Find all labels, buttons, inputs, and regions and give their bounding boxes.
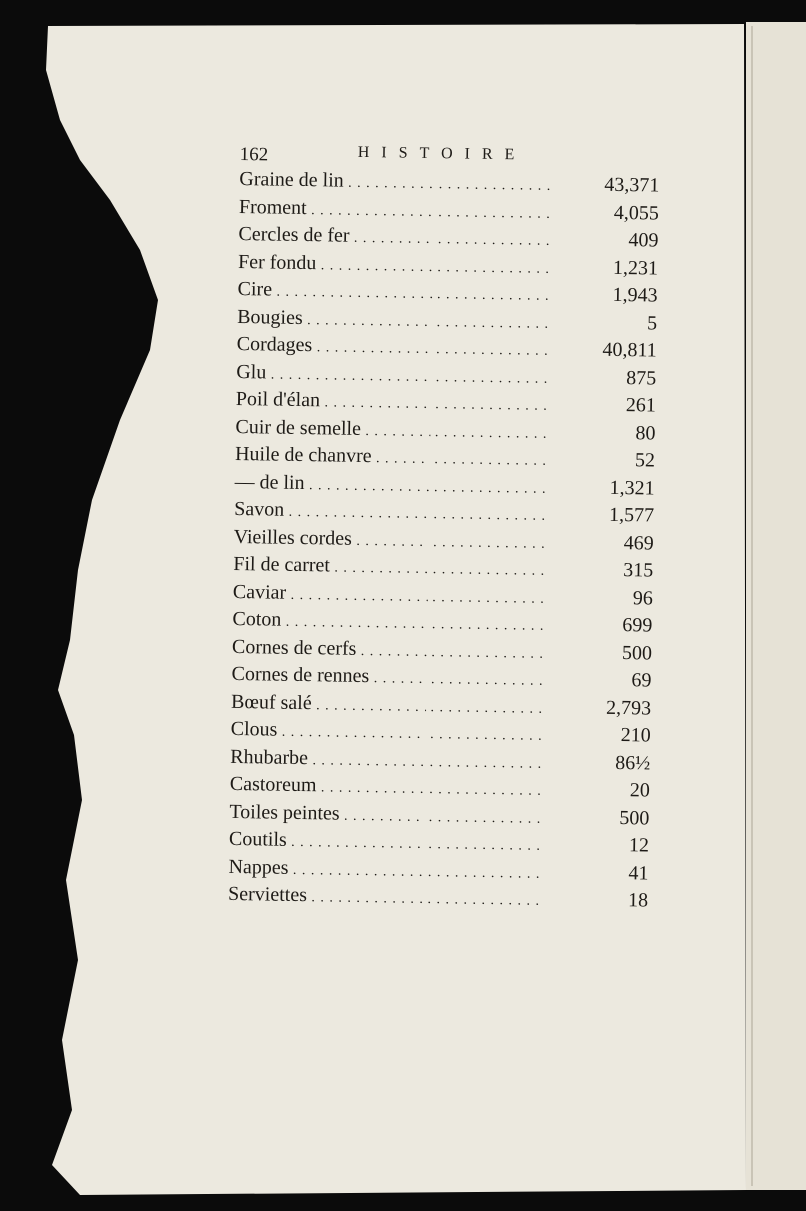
commodity-name: — de lin . . . [234, 468, 429, 501]
unit-name [432, 609, 544, 640]
commodity-name: Cornes de cerfs . . . [232, 633, 427, 666]
unit-name [436, 334, 548, 365]
commodity-name: Glu . . . [236, 358, 431, 391]
commodity-name: Cercles de fer . . . [238, 221, 433, 254]
unit-name [428, 884, 540, 915]
commodity-name: Graine de lin . . . [239, 166, 434, 199]
quantity-value: 500 [621, 641, 653, 665]
commodity-name: Poil d'élan . . . [236, 386, 431, 419]
adjacent-page-edge [746, 22, 806, 1190]
commodity-name: Clous . . . [230, 716, 425, 749]
ledger-rows [228, 166, 680, 915]
page-number: 162 [239, 143, 269, 166]
unit-name [439, 197, 551, 228]
commodity-name: Froment . . . [239, 193, 434, 226]
commodity-name: Toiles peintes . . . [229, 798, 424, 831]
quantity-value: 40,811 [602, 338, 657, 362]
commodity-name: Fer fondu . . . [238, 248, 433, 281]
unit-name [435, 417, 547, 448]
quantity-value: 315 [623, 559, 654, 582]
commodity-name: Savon . . . [234, 496, 429, 529]
commodity-name: Cire . . . [237, 276, 432, 309]
quantity-value: 12 [628, 834, 650, 857]
commodity-name: Bœuf salé . . . [231, 688, 426, 721]
unit-name [431, 692, 543, 723]
unit-name [438, 224, 550, 255]
running-title: HISTOIRE [357, 143, 527, 164]
unit-name [436, 389, 548, 420]
quantity-value: 210 [620, 724, 651, 747]
unit-name [429, 802, 541, 833]
commodity-name: Caviar . . . [233, 578, 428, 611]
quantity-value: 80 [635, 421, 656, 445]
commodity-name: Fil de carret . . . [233, 551, 428, 584]
unit-name [438, 252, 550, 283]
quantity-value: 86½ [615, 751, 651, 775]
quantity-value: 1,577 [608, 503, 655, 527]
quantity-value: 1,231 [612, 256, 659, 280]
unit-name [429, 829, 541, 860]
unit-name [431, 664, 543, 695]
quantity-value: 69 [631, 669, 652, 692]
unit-name [433, 582, 545, 613]
quantity-value: 52 [634, 449, 656, 472]
unit-name [439, 169, 551, 200]
quantity-value: 875 [626, 366, 657, 390]
unit-name [434, 472, 546, 503]
quantity-value: 18 [627, 889, 649, 912]
quantity-value: 2,793 [605, 696, 652, 720]
commodity-name: Cornes de rennes . . . [231, 661, 426, 694]
quantity-value: 469 [623, 531, 654, 555]
commodity-name: Serviettes . . . [228, 881, 423, 914]
unit-name [433, 554, 545, 585]
commodity-name: Castoreum . . . [230, 771, 425, 804]
unit-name [430, 747, 542, 778]
quantity-value: 4,055 [613, 201, 660, 225]
unit-name [435, 444, 547, 475]
quantity-value: 500 [619, 806, 650, 830]
quantity-value: 96 [632, 586, 653, 610]
ledger-table [228, 138, 680, 915]
quantity-value: 261 [625, 394, 657, 417]
commodity-name: Bougies . . . [237, 303, 432, 336]
unit-name [437, 307, 549, 338]
unit-name [433, 527, 545, 558]
commodity-name: Coutils . . . [229, 826, 424, 859]
unit-name [432, 637, 544, 668]
unit-name [428, 857, 540, 888]
table-row [228, 881, 668, 915]
commodity-name: Rhubarbe . . . [230, 743, 425, 776]
unit-name [436, 362, 548, 393]
commodity-name: Coton . . . [232, 606, 427, 639]
unit-name [437, 279, 549, 310]
commodity-name: Huile de chanvre . . . [235, 441, 430, 474]
quantity-value: 41 [628, 861, 649, 885]
quantity-value: 43,371 [604, 173, 660, 197]
commodity-name: Vieilles cordes . . . [233, 523, 428, 556]
quantity-value: 5 [646, 311, 658, 335]
quantity-value: 20 [629, 779, 650, 802]
quantity-value: 699 [622, 614, 653, 637]
unit-name [434, 499, 546, 530]
unit-name [430, 719, 542, 750]
unit-name [430, 774, 542, 805]
commodity-name: Cordages . . . [237, 331, 432, 364]
quantity-value: 1,943 [612, 283, 658, 307]
quantity-value: 1,321 [609, 476, 655, 500]
commodity-name: Cuir de semelle . . . [235, 413, 430, 446]
quantity-value: 409 [628, 229, 659, 252]
commodity-name: Nappes . . . [228, 853, 423, 886]
